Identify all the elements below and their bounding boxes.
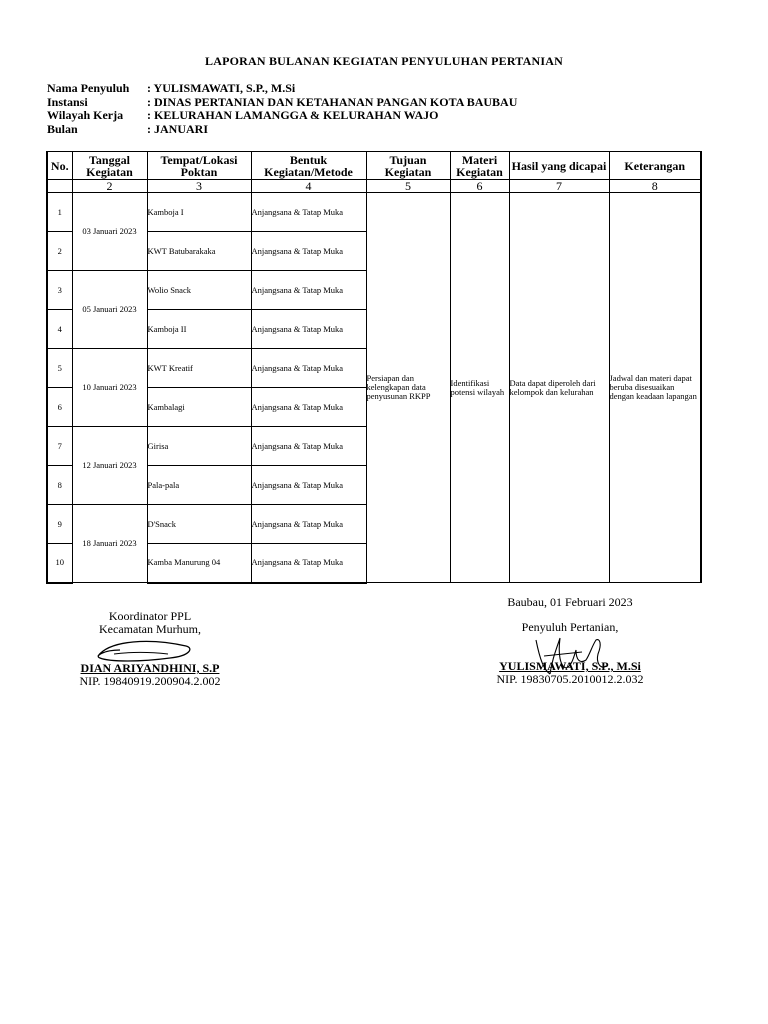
column-number-row [47,180,701,193]
table-row [47,193,701,232]
tujuan-cell: Persiapan dan kelengkapan data penyusunan RKPP [366,193,450,583]
left-signature-scribble [90,636,200,668]
row-no: 9 [47,505,72,544]
meta-row-bulan [47,123,517,137]
row-no: 6 [47,388,72,427]
header-keterangan: Keterangan [609,152,701,180]
column-number: 6 [450,180,509,193]
column-number: 2 [72,180,147,193]
meta-label: Wilayah Kerja [47,108,124,122]
meta-value: : JANUARI [147,121,208,136]
meta-row-instansi [47,96,517,110]
left-role-2: Kecamatan Murhum, [99,622,201,636]
row-bentuk: Anjangsana & Tatap Muka [251,466,366,505]
activity-table [46,151,702,584]
row-date: 18 Januari 2023 [72,505,147,583]
right-signer-nip: NIP. 19830705.2010012.2.032 [496,672,644,686]
right-signer-name: YULISMAWATI, S.P., M.Si [499,659,641,673]
right-role: Penyuluh Pertanian, [521,620,619,634]
column-number: 4 [251,180,366,193]
row-no: 8 [47,466,72,505]
header-bentuk: Bentuk Kegiatan/Metode [251,152,366,180]
row-no: 5 [47,349,72,388]
left-signer-nip: NIP. 19840919.200904.2.002 [79,674,221,688]
row-no: 3 [47,271,72,310]
row-no: 4 [47,310,72,349]
row-bentuk: Anjangsana & Tatap Muka [251,427,366,466]
row-bentuk: Anjangsana & Tatap Muka [251,505,366,544]
meta-label: Bulan [47,121,78,136]
row-lokasi: Kamboja I [147,193,251,232]
row-date: 03 Januari 2023 [72,193,147,271]
column-number: 5 [366,180,450,193]
row-lokasi: Kamboja II [147,310,251,349]
header-materi: Materi Kegiatan [450,152,509,180]
column-number [47,180,72,193]
meta-label: Nama Penyuluh [47,81,130,95]
materi-cell: Identifikasi potensi wilayah [450,193,509,583]
row-bentuk: Anjangsana & Tatap Muka [251,310,366,349]
row-lokasi: Kamba Manurung 04 [147,544,251,583]
row-lokasi: Girisa [147,427,251,466]
row-bentuk: Anjangsana & Tatap Muka [251,232,366,271]
row-date: 05 Januari 2023 [72,271,147,349]
row-lokasi: KWT Kreatif [147,349,251,388]
row-bentuk: Anjangsana & Tatap Muka [251,349,366,388]
header-tujuan: Tujuan Kegiatan [366,152,450,180]
row-no: 7 [47,427,72,466]
right-place-date: Baubau, 01 Februari 2023 [507,595,633,609]
row-no: 10 [47,544,72,583]
row-lokasi: Kambalagi [147,388,251,427]
row-date: 10 Januari 2023 [72,349,147,427]
keterangan-cell: Jadwal dan materi dapat beruba disesuaikan dengan keadaan lapangan [609,193,701,583]
row-lokasi: Pala-pala [147,466,251,505]
meta-value: : KELURAHAN LAMANGGA & KELURAHAN WAJO [147,108,439,122]
right-signature-scribble [530,630,610,678]
row-bentuk: Anjangsana & Tatap Muka [251,388,366,427]
row-date: 12 Januari 2023 [72,427,147,505]
row-bentuk: Anjangsana & Tatap Muka [251,544,366,583]
meta-row-penyuluh [47,82,517,96]
row-bentuk: Anjangsana & Tatap Muka [251,271,366,310]
row-no: 1 [47,193,72,232]
row-lokasi: KWT Batubarakaka [147,232,251,271]
column-number: 3 [147,180,251,193]
header-tanggal: Tanggal Kegiatan [72,152,147,180]
table-header-row [47,152,701,180]
report-title: LAPORAN BULANAN KEGIATAN PENYULUHAN PERTANIAN [205,54,563,68]
row-lokasi: D'Snack [147,505,251,544]
meta-label: Instansi [47,94,88,109]
header-no: No. [47,152,72,180]
meta-value: : DINAS PERTANIAN DAN KETAHANAN PANGAN KOTA BAUBAU [147,94,518,109]
meta-row-wilayah [47,109,517,123]
column-number: 8 [609,180,701,193]
row-bentuk: Anjangsana & Tatap Muka [251,193,366,232]
header-hasil: Hasil yang dicapai [509,152,609,180]
report-meta [47,82,517,136]
meta-value: : YULISMAWATI, S.P., M.Si [147,81,296,95]
hasil-cell: Data dapat diperoleh dari kelompok dan kelurahan [509,193,609,583]
column-number: 7 [509,180,609,193]
left-signer-name: DIAN ARIYANDHINI, S.P [80,661,220,675]
row-no: 2 [47,232,72,271]
left-role-1: Koordinator PPL [108,609,192,623]
header-lokasi: Tempat/Lokasi Poktan [147,152,251,180]
row-lokasi: Wolio Snack [147,271,251,310]
